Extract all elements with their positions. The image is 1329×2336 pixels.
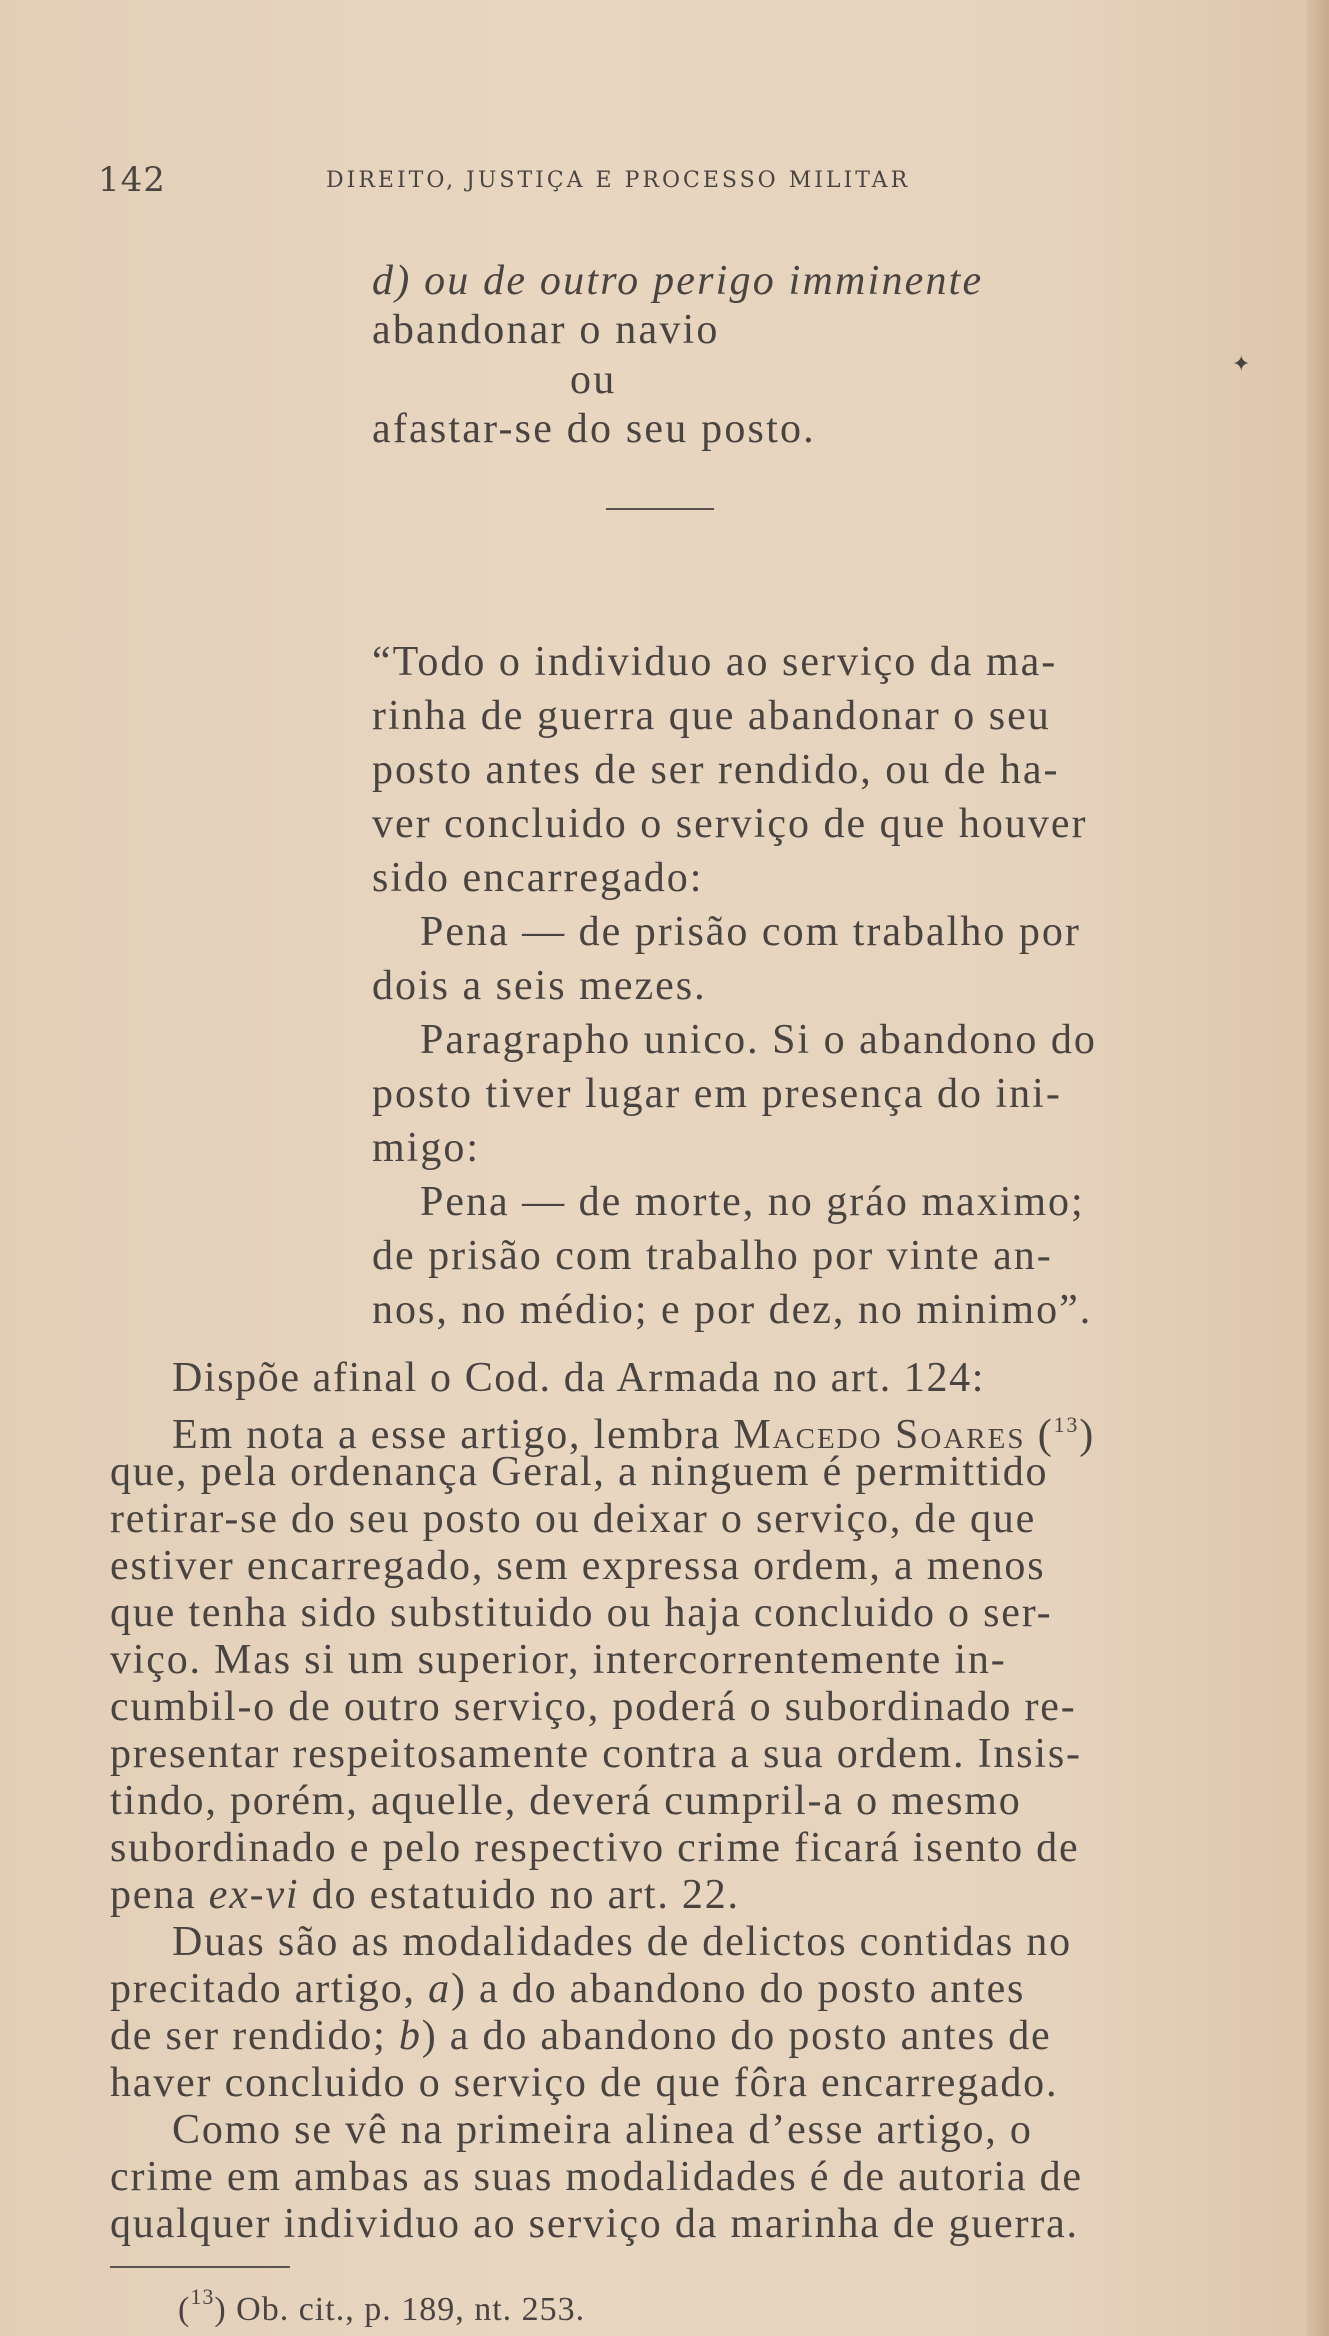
- paragraph-line: tindo, porém, aquelle, deverá cumpril-a o mesmo: [110, 1778, 1022, 1824]
- paragraph-line: viço. Mas si um superior, intercorrentemente in-: [110, 1637, 1007, 1683]
- item-letter: a: [428, 1966, 451, 2012]
- paragraph-line: que, pela ordenança Geral, a ninguem é permittido: [110, 1449, 1049, 1495]
- paragraph-text: ) a do abandono do posto antes de: [421, 2013, 1052, 2059]
- quote-line: ver concluido o serviço de que houver: [372, 801, 1088, 847]
- footnote-text: ) Ob. cit., p. 189, nt. 253.: [214, 2291, 586, 2328]
- paragraph-line: Duas são as modalidades de delictos contidas no: [172, 1919, 1072, 1965]
- verse-line-text: d) ou de outro perigo imminente: [372, 258, 984, 304]
- quote-line: nos, no médio; e por dez, no minimo”.: [372, 1287, 1093, 1333]
- paragraph-line: qualquer individuo ao serviço da marinha de guerra.: [110, 2201, 1079, 2247]
- quote-line: de prisão com trabalho por vinte an-: [372, 1233, 1053, 1279]
- paragraph-text: de ser rendido;: [110, 2013, 399, 2059]
- paragraph-line: Em nota a esse artigo, lembra Macedo Soares ($^{13}$): [172, 1412, 1095, 1458]
- footnote: ($^{13}$) Ob. cit., p. 189, nt. 253.: [178, 2284, 586, 2328]
- paragraph-text: precitado artigo,: [110, 1966, 429, 2012]
- author-name: Macedo Soares: [733, 1412, 1026, 1458]
- quote-line: Pena — de prisão com trabalho por: [420, 909, 1081, 955]
- paragraph-line: haver concluido o serviço de que fôra encarregado.: [110, 2060, 1059, 2106]
- quote-line: Paragrapho unico. Si o abandono do: [420, 1017, 1097, 1063]
- quote-line: dois a seis mezes.: [372, 963, 707, 1009]
- running-title: DIREITO, JUSTIÇA E PROCESSO MILITAR: [326, 168, 911, 193]
- quote-line: posto tiver lugar em presença do ini-: [372, 1071, 1062, 1117]
- paragraph-line: subordinado e pelo respectivo crime ficará isento de: [110, 1825, 1080, 1871]
- paragraph-text: Em nota a esse artigo, lembra: [172, 1412, 734, 1458]
- quote-line: rinha de guerra que abandonar o seu: [372, 693, 1051, 739]
- page-number: 142: [98, 160, 166, 200]
- quote-line: sido encarregado:: [372, 855, 704, 901]
- verse-line: [372, 253, 983, 309]
- verse-line: afastar-se do seu posto.: [372, 406, 816, 452]
- verse-line: abandonar o navio: [372, 307, 720, 353]
- footnote-rule: [110, 2266, 290, 2268]
- paragraph-line: cumbil-o de outro serviço, poderá o subordinado re-: [110, 1684, 1077, 1730]
- quote-line: migo:: [372, 1125, 481, 1171]
- intro-line: Dispõe afinal o Cod. da Armada no art. 124:: [172, 1355, 985, 1401]
- section-divider: [606, 508, 714, 510]
- speck: ✦: [1232, 352, 1251, 377]
- paragraph-line: estiver encarregado, sem expressa ordem, a menos: [110, 1543, 1046, 1589]
- quote-line: posto antes de ser rendido, ou de ha-: [372, 747, 1060, 793]
- paragraph-text: pena: [110, 1872, 209, 1918]
- quote-line: Pena — de morte, no gráo maximo;: [420, 1179, 1085, 1225]
- latin-term: ex-vi: [208, 1872, 300, 1918]
- paragraph-line: retirar-se do seu posto ou deixar o serviço, de que: [110, 1496, 1037, 1542]
- paragraph-line: presentar respeitosamente contra a sua ordem. Insis-: [110, 1731, 1082, 1777]
- page-edge: [1307, 0, 1329, 2336]
- paragraph-text: do estatuido no art. 22.: [299, 1872, 740, 1918]
- paragraph-line: Como se vê na primeira alinea d’esse artigo, o: [172, 2107, 1033, 2153]
- page-header: [98, 160, 1028, 204]
- footnote-ref: 13: [1053, 1412, 1080, 1437]
- paragraph-text: ) a do abandono do posto antes: [450, 1966, 1026, 2012]
- paragraph-line: que tenha sido substituido ou haja concluido o ser-: [110, 1590, 1053, 1636]
- item-letter: b: [398, 2013, 422, 2059]
- footnote-number: 13: [190, 2284, 215, 2309]
- paragraph-line: crime em ambas as suas modalidades é de autoria de: [110, 2154, 1083, 2200]
- verse-line: ou: [570, 357, 617, 403]
- quote-line: “Todo o individuo ao serviço da ma-: [372, 639, 1058, 685]
